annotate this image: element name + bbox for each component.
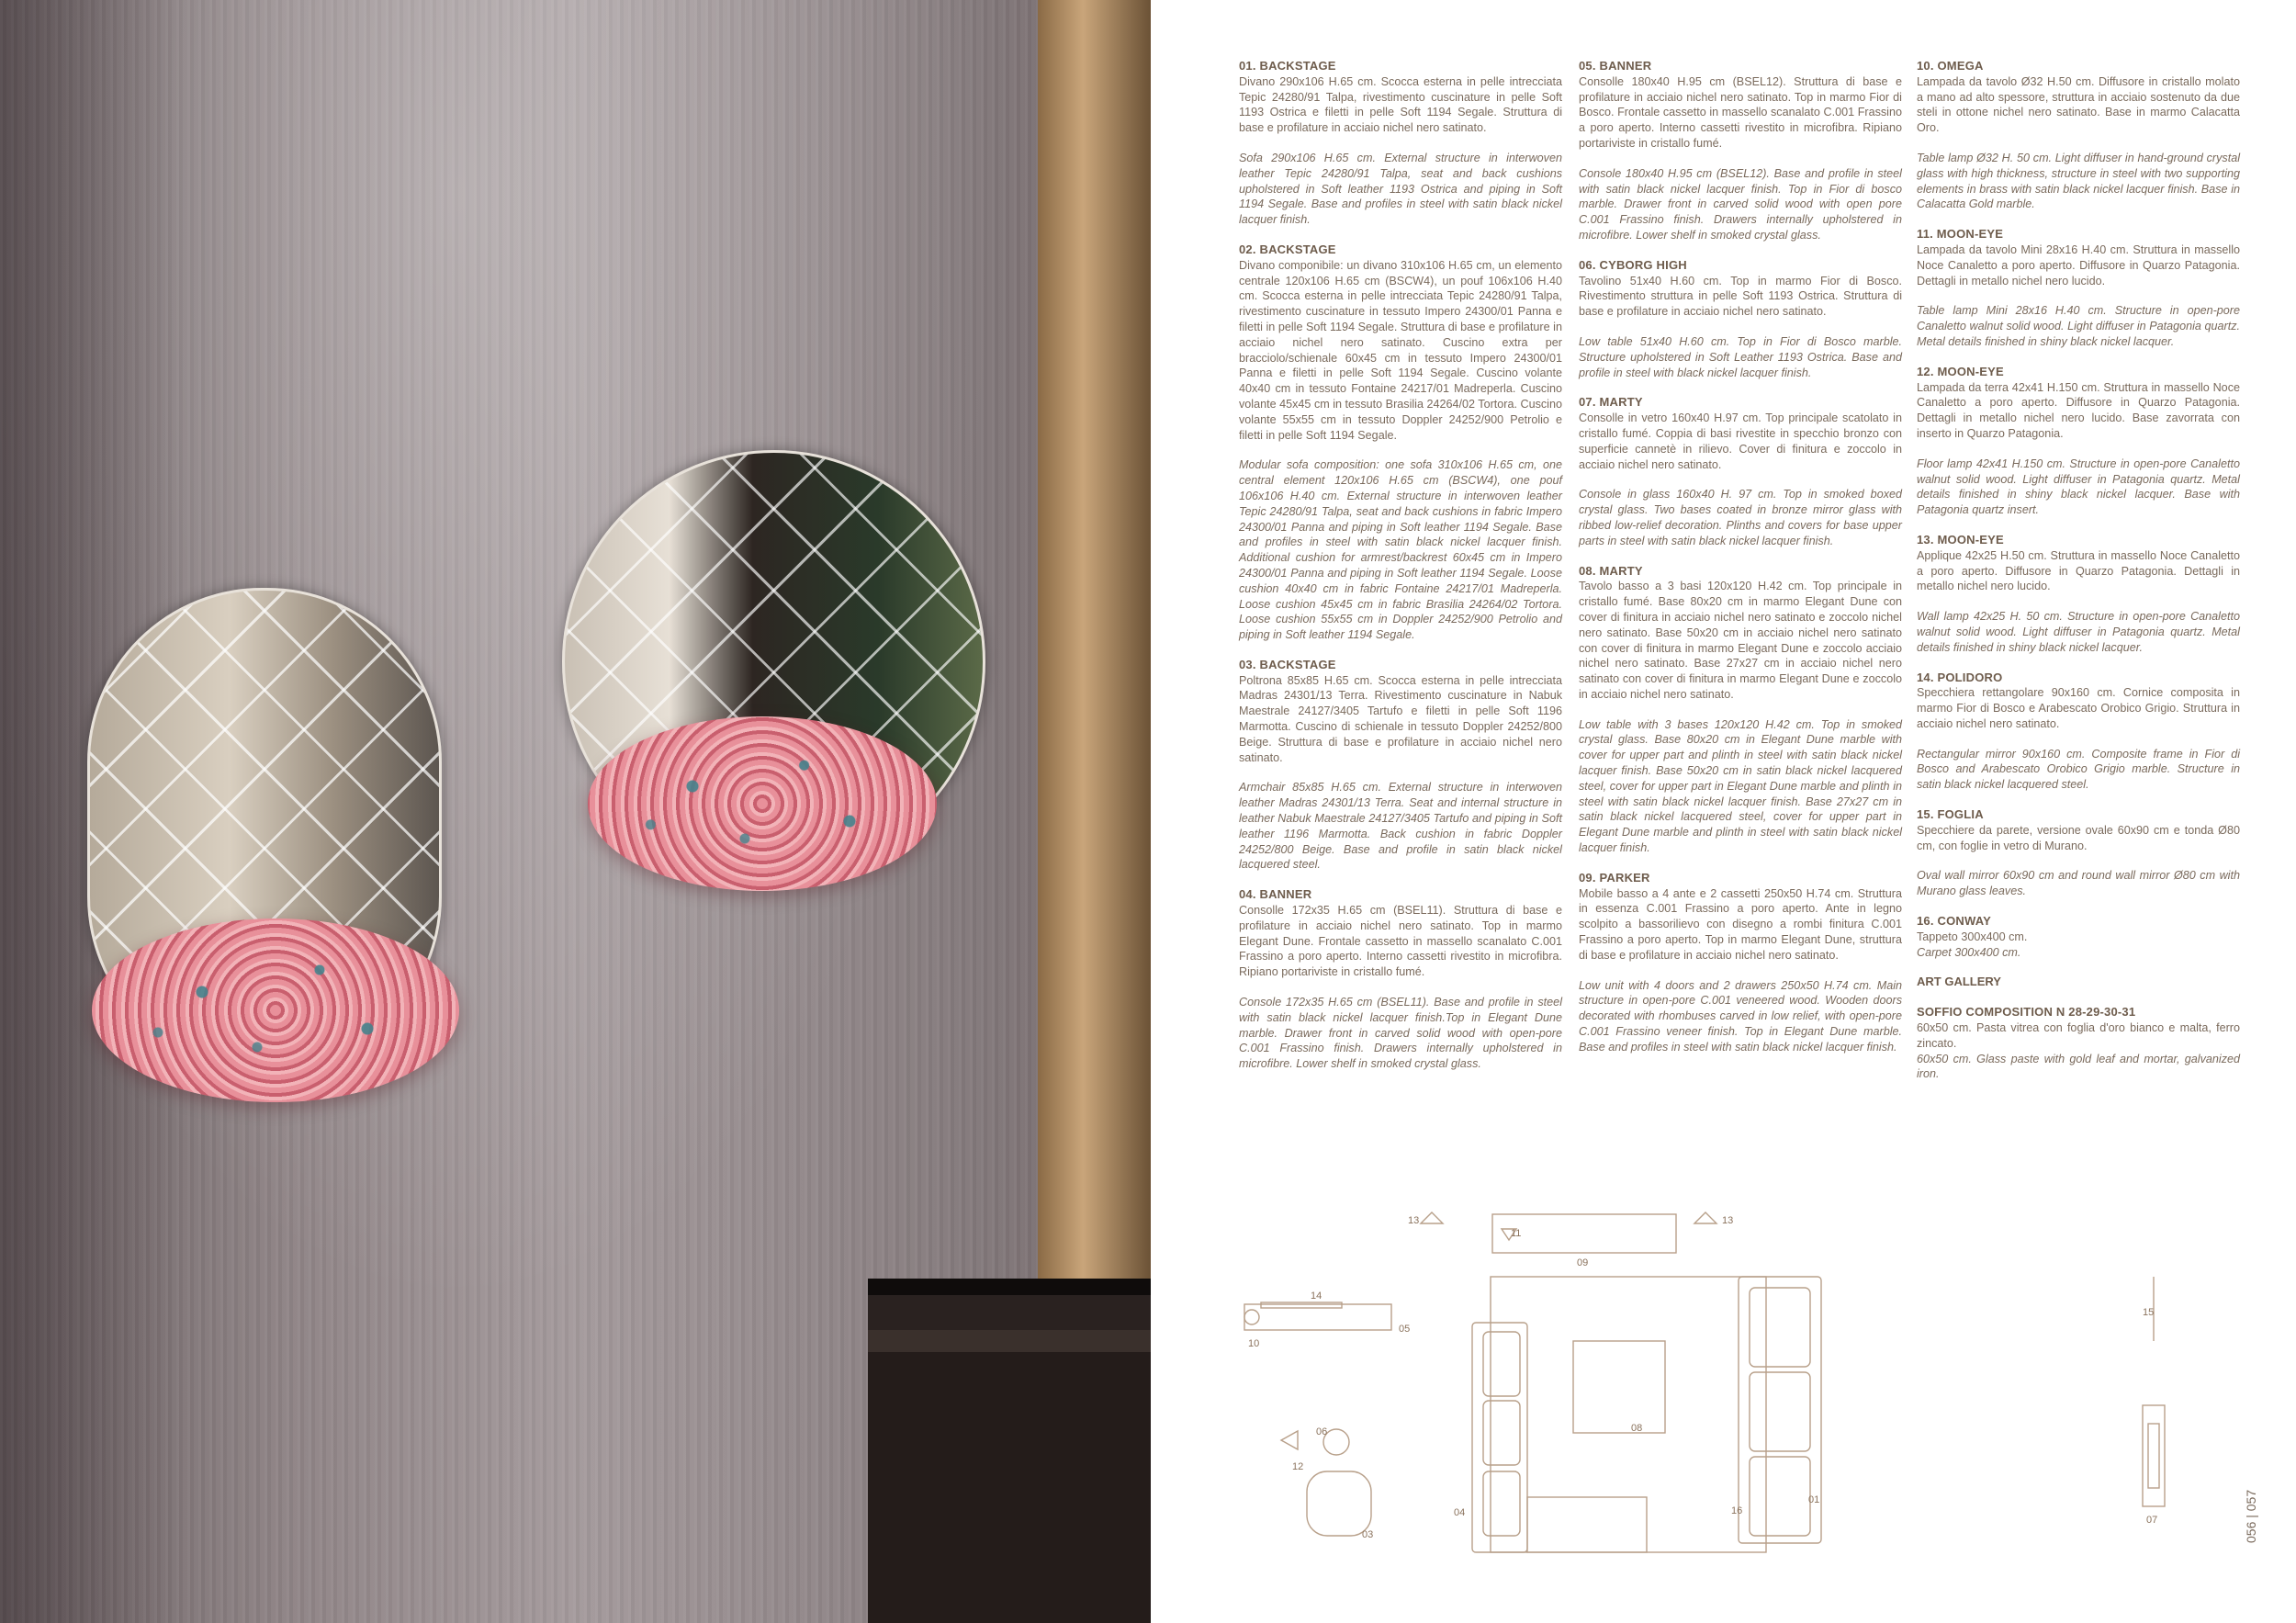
marty-console: [2143, 1405, 2165, 1506]
description-english: Oval wall mirror 60x90 cm and round wall mirror Ø80 cm with Murano glass leaves.: [1917, 869, 2240, 898]
description-italian: Tavolino 51x40 H.60 cm. Top in marmo Fior di Bosco. Rivestimento struttura in pelle Soft 1193 Ostrica. Struttura di base e profilature in acciaio nichel nero satinato.: [1579, 274, 1902, 319]
product-heading: 04. BANNER: [1239, 887, 1312, 902]
product-heading: 03. BACKSTAGE: [1239, 657, 1336, 671]
product-entry: [1579, 871, 1902, 1055]
plan-label: 15: [2143, 1307, 2155, 1318]
description-italian: 60x50 cm. Pasta vitrea con foglia d'oro bianco e malta, ferro zincato.: [1917, 1021, 2240, 1050]
plan-label: 07: [2146, 1515, 2158, 1526]
sofa-cushion: [1750, 1372, 1810, 1451]
murano-glass-leaves-round: [588, 716, 937, 891]
product-entry: [1239, 887, 1562, 1072]
plan-label: 08: [1631, 1423, 1643, 1434]
product-heading: 02. BACKSTAGE: [1239, 242, 1336, 256]
plan-label: 14: [1311, 1291, 1322, 1302]
product-entry: [1917, 227, 2240, 350]
sofa-cushion: [1483, 1471, 1520, 1536]
description-english: 60x50 cm. Glass paste with gold leaf and mortar, galvanized iron.: [1917, 1052, 2240, 1081]
product-entry: [1239, 658, 1562, 873]
product-entry: [1917, 807, 2240, 899]
description-italian: Consolle in vetro 160x40 H.97 cm. Top principale scatolato in cristallo fumé. Coppia di basi rivestite in specchio bronzo con superficie cannetè in rilievo. Cover di finitura e zoccolo in acciaio nichel nero satinato.: [1579, 411, 1902, 471]
product-entry: [1579, 59, 1902, 243]
description-english: Table lamp Mini 28x16 H.40 cm. Structure in open-pore Canaletto walnut solid wood. Light diffuser in Patagonia quartz. Metal details finished in shiny black nickel lacquer.: [1917, 304, 2240, 348]
description-italian: Lampada da terra 42x41 H.150 cm. Struttura in massello Noce Canaletto a poro aperto. Diffusore in Quarzo Patagonia. Dettagli in metallo nichel nero lucido. Base zavorrata con inserto in Quarzo Patagonia.: [1917, 380, 2240, 440]
text-column-3: [1917, 59, 2240, 1097]
description-italian: Lampada da tavolo Ø32 H.50 cm. Diffusore in cristallo molato a mano ad alto spessore, struttura in acciaio sostenuto da due steli in ottone nichel nero satinato. Base in marmo Calacatta Oro.: [1917, 74, 2240, 135]
product-heading: 09. PARKER: [1579, 870, 1650, 885]
description-italian: Specchiera rettangolare 90x160 cm. Cornice composita in marmo Fior di Bosco e Arabescato Orobico Grigio. Struttura in acciaio nichel nero satinato.: [1917, 686, 2240, 730]
product-heading: 01. BACKSTAGE: [1239, 59, 1336, 73]
text-column-2: [1579, 59, 1902, 1070]
sofa-cushion: [1750, 1457, 1810, 1536]
page-numbers: 056 | 057: [2244, 1489, 2258, 1543]
product-heading: 10. OMEGA: [1917, 59, 1984, 73]
art-gallery-title: ART GALLERY: [1917, 975, 2001, 989]
description-english: Low table with 3 bases 120x120 H.42 cm. Top in smoked crystal glass. Base 80x20 cm in Elegant Dune marble with cover for upper part and plinth in steel with satin black nickel lacquer finish. Base 50x20 cm in satin black nickel lacquered steel, cover for upper part in Elegant Dune marble and plinth in steel with satin black nickel lacquer finish. Base 27x27 cm in satin black nickel lacquered steel, cover for upper part in Elegant Dune marble and plinth in steel with satin black nickel lacquer finish.: [1579, 717, 1902, 855]
murano-glass-leaves-oval: [92, 919, 459, 1102]
description-english: Console 172x35 H.65 cm (BSEL11). Base and profile in steel with satin black nickel lacquer finish.Top in Elegant Dune marble. Drawer front in carved solid wood with open-pore C.001 Frassino finish. Drawers internally upholstered in microfibre. Lower shelf in smoked crystal glass.: [1239, 996, 1562, 1071]
description-italian: Lampada da tavolo Mini 28x16 H.40 cm. Struttura in massello Noce Canaletto a poro aperto. Diffusore in Quarzo Patagonia. Dettagli in metallo nichel nero lucido.: [1917, 242, 2240, 287]
product-entry: [1917, 59, 2240, 212]
sofa-cushion: [1483, 1332, 1520, 1396]
product-heading: 15. FOGLIA: [1917, 807, 1984, 822]
plan-label: 09: [1577, 1257, 1589, 1268]
floor-plan-drawing: [1224, 1203, 2280, 1589]
product-entry: [1579, 395, 1902, 548]
marty-console-detail: [2148, 1424, 2159, 1488]
description-italian: Consolle 172x35 H.65 cm (BSEL11). Struttura di base e profilature in acciaio nichel nero satinato. Top in marmo Elegant Dune. Frontale cassetto in massello scanalato C.001 Frassino a poro aperto. Interno cassetti rivestito in microfibra. Ripiano portariviste in cristallo fumé.: [1239, 904, 1562, 979]
product-entry: [1239, 59, 1562, 228]
product-heading: 11. MOON-EYE: [1917, 227, 2004, 242]
plan-label: 13: [1408, 1215, 1420, 1226]
plan-label: 11: [1511, 1228, 1522, 1239]
description-italian: Specchiere da parete, versione ovale 60x90 cm e tonda Ø80 cm, con foglie in vetro di Murano.: [1917, 823, 2240, 852]
description-english: Console 180x40 H.95 cm (BSEL12). Base and profile in steel with satin black nickel lacquer finish. Top in Fior di bosco marble. Drawer front in carved solid wood with open pore C.001 Frassino finish. Drawers internally upholstered in microfibre. Lower shelf in smoked crystal glass.: [1579, 166, 1902, 242]
product-entry: [1579, 564, 1902, 856]
plan-label: 13: [1722, 1215, 1734, 1226]
product-heading: 08. MARTY: [1579, 563, 1643, 578]
product-heading: 14. POLIDORO: [1917, 670, 2003, 684]
plan-label: 16: [1731, 1505, 1743, 1516]
description-english: Low unit with 4 doors and 2 drawers 250x50 H.74 cm. Main structure in open-pore C.001 veneered wood. Wooden doors decorated with rhombuses carved in low relief, with open-pore C.001 Frassino veneer finish. Top in Elegant Dune marble. Base and profiles in steel with satin black nickel lacquer finish.: [1579, 978, 1902, 1054]
product-entry: [1917, 671, 2240, 794]
description-english: Rectangular mirror 90x160 cm. Composite frame in Fior di Bosco and Arabescato Orobico Grigio marble. Structure in satin black nickel lacquered steel.: [1917, 747, 2240, 792]
description-italian: Applique 42x25 H.50 cm. Struttura in massello Noce Canaletto a poro aperto. Diffusore in Quarzo Patagonia. Dettagli in metallo nichel nero lucido.: [1917, 548, 2240, 593]
product-heading: 06. CYBORG HIGH: [1579, 257, 1687, 272]
product-heading: 07. MARTY: [1579, 395, 1643, 410]
floor-plan: [1224, 1203, 2280, 1589]
plan-label: 12: [1292, 1461, 1304, 1472]
sofa-cushion: [1750, 1288, 1810, 1367]
wall-lamp-icon: [1421, 1212, 1443, 1223]
product-entry: [1239, 242, 1562, 643]
description-english: Armchair 85x85 H.65 cm. External structure in interwoven leather Madras 24301/13 Terra. Seat and internal structure in leather Nabuk Maestrale 24127/3405 Tartufo and piping in Soft leather 1196 Marmotta. Back cushion in fabric Doppler 24252/800 Beige. Base and profile in satin black nickel lacquered steel.: [1239, 781, 1562, 872]
conway-rug: [1491, 1277, 1766, 1552]
sofa-left: [1472, 1323, 1527, 1552]
pouf: [1527, 1497, 1647, 1552]
plan-label: 06: [1316, 1426, 1328, 1437]
product-entry: [1917, 365, 2240, 518]
plan-label: 01: [1808, 1494, 1820, 1505]
marty-low-table: [1573, 1341, 1665, 1433]
product-entry: [1579, 258, 1902, 381]
artwork-heading: SOFFIO COMPOSITION N 28-29-30-31: [1917, 1005, 2136, 1020]
mirror-polidoro: [1261, 1302, 1342, 1308]
description-italian: Divano 290x106 H.65 cm. Scocca esterna in pelle intrecciata Tepic 24280/91 Talpa, rivestimento cuscinature in pelle Soft 1193 Ostrica e filetti in pelle Soft 1194 Segale. Struttura di base e profilature in acciaio nichel nero satinato.: [1239, 74, 1562, 135]
backstage-armchair: [1307, 1471, 1371, 1536]
wall-lamp-icon: [1694, 1212, 1716, 1223]
description-english: Modular sofa composition: one sofa 310x106 H.65 cm, one central element 120x106 H.65 cm (BSCW4), one pouf 106x106 H.40 cm. External structure in interwoven leather Tepic 24280/91 Talpa, seat and back cushions in fabric Impero 24300/01 Panna and piping in Soft leather 1194 Segale. Base and profiles in steel with satin black nickel lacquer finish. Additional cushion for armrest/backrest 60x45 cm in Impero 24300/01 Panna and piping in Soft leather 1194 Segale. Loose cushion 40x40 cm in fabric Fontaine 24217/01 Madreperla. Loose cushion 45x45 cm in fabric Brasilia 24264/02 Tortora. Loose cushion 55x55 cm in Doppler 24252/900 Petrolio and piping in Soft leather 1194 Segale.: [1239, 458, 1562, 642]
description-english: Console in glass 160x40 H. 97 cm. Top in smoked boxed crystal glass. Two bases coated in bronze mirror glass with ribbed low-relief decoration. Plinths and covers for base upper parts in steel with satin black nickel lacquer finish.: [1579, 488, 1902, 547]
product-description-page: [1151, 0, 2296, 1623]
description-italian: Consolle 180x40 H.95 cm (BSEL12). Struttura di base e profilature in acciaio nichel nero satinato. Top in marmo Fior di Bosco. Frontale cassetto in massello scanalato C.001 Frassino a poro aperto. Interno cassetti rivestito in microfibra. Ripiano portariviste in cristallo fumé.: [1579, 74, 1902, 150]
omega-lamp: [1244, 1310, 1259, 1324]
console-furniture: [868, 1279, 1151, 1623]
product-heading: 05. BANNER: [1579, 59, 1652, 73]
description-english: Wall lamp 42x25 H. 50 cm. Structure in open-pore Canaletto walnut solid wood. Light diffuser in Patagonia quartz. Metal details finished in shiny black nickel lacquer.: [1917, 610, 2240, 654]
art-gallery-entry: [1917, 1005, 2240, 1082]
plan-label: 05: [1399, 1324, 1411, 1335]
description-english: Table lamp Ø32 H. 50 cm. Light diffuser in hand-ground crystal glass with high thickness, structure in steel with two supporting elements in brass with satin black nickel lacquer finish. Base in Calacatta Gold marble.: [1917, 151, 2240, 211]
description-italian: Divano componibile: un divano 310x106 H.65 cm, un elemento centrale 120x106 H.65 cm (BSCW4), un pouf 106x106 H.40 cm. Scocca esterna in pelle intrecciata Tepic 24280/91 Talpa, rivestimento cuscinature in tessuto Impero 24300/01 Panna e filetti in pelle Soft 1194 Segale. Struttura di base e profilature in acciaio nichel nero satinato. Cuscino extra per bracciolo/schienale 60x45 cm in tessuto Impero 24300/01 Panna e filetti in pelle Soft 1194 Segale. Cuscino volante 40x40 cm in tessuto Fontaine 24217/01 Madreperla. Cuscino volante 45x45 cm in tessuto Brasilia 24264/02 Tortora. Cuscino volante 55x55 cm in tessuto Doppler 24252/900 Petrolio e filetti in pelle Soft 1194 Segale.: [1239, 258, 1562, 442]
product-heading: 13. MOON-EYE: [1917, 532, 2004, 547]
description-italian: Mobile basso a 4 ante e 2 cassetti 250x50 H.74 cm. Struttura in essenza C.001 Frassino a poro aperto. Ante in legno scolpito a bassorilievo con disegno a rombi finitura C.001 Frassino a poro aperto. Top in marmo Elegant Dune, struttura di base e profilature in acciaio nichel nero satinato.: [1579, 886, 1902, 962]
description-english: Carpet 300x400 cm.: [1917, 945, 2021, 959]
description-english: Low table 51x40 H.60 cm. Top in Fior di Bosco marble. Structure upholstered in Soft Leather 1193 Ostrica. Base and profile in steel with black nickel lacquer finish.: [1579, 334, 1902, 379]
plan-label: 04: [1454, 1507, 1466, 1518]
text-column-1: [1239, 59, 1562, 1087]
plan-label: 10: [1248, 1338, 1260, 1349]
floor-lamp-icon: [1281, 1431, 1298, 1449]
product-entry: [1917, 533, 2240, 656]
description-english: Sofa 290x106 H.65 cm. External structure in interwoven leather Tepic 24280/91 Talpa, seat and back cushions upholstered in Soft leather 1193 Ostrica and piping in Soft 1194 Segale. Base and profiles in steel with satin black nickel lacquer finish.: [1239, 151, 1562, 227]
description-english: Floor lamp 42x41 H.150 cm. Structure in open-pore Canaletto walnut solid wood. Light diffuser in Patagonia quartz. Metal details finished in shiny black nickel lacquer. Base with Patagonia quartz insert.: [1917, 456, 2240, 517]
description-italian: Poltrona 85x85 H.65 cm. Scocca esterna in pelle intrecciata Madras 24301/13 Terra. Rivestimento cuscinature in Nabuk Maestrale 24127/3405 Tartufo e filetti in pelle Soft 1196 Marmotta. Cuscino di schienale in tessuto Doppler 24252/800 Beige. Struttura di base e profilature in acciaio nichel nero satinato.: [1239, 673, 1562, 764]
description-italian: Tappeto 300x400 cm.: [1917, 930, 2028, 943]
product-heading: 16. CONWAY: [1917, 914, 1991, 929]
description-italian: Tavolo basso a 3 basi 120x120 H.42 cm. Top principale in cristallo fumé. Base 80x20 cm in marmo Elegant Dune con cover di finitura in acciaio nichel nero satinato e zoccolo nichel nero satinato. Base 50x20 cm in acciaio nichel nero satinato con cover di finitura in marmo Elegant Dune e zoccolo acciaio nichel nero satinato. Base 27x27 cm in acciaio nichel nero satinato con cover di finitura in marmo Elegant Dune e zoccolo in acciaio nichel nero satinato.: [1579, 580, 1902, 701]
product-heading: 12. MOON-EYE: [1917, 364, 2004, 378]
plan-label: 03: [1362, 1529, 1374, 1540]
console-top: [868, 1279, 1151, 1295]
product-entry: [1917, 914, 2240, 960]
sofa-cushion: [1483, 1401, 1520, 1465]
